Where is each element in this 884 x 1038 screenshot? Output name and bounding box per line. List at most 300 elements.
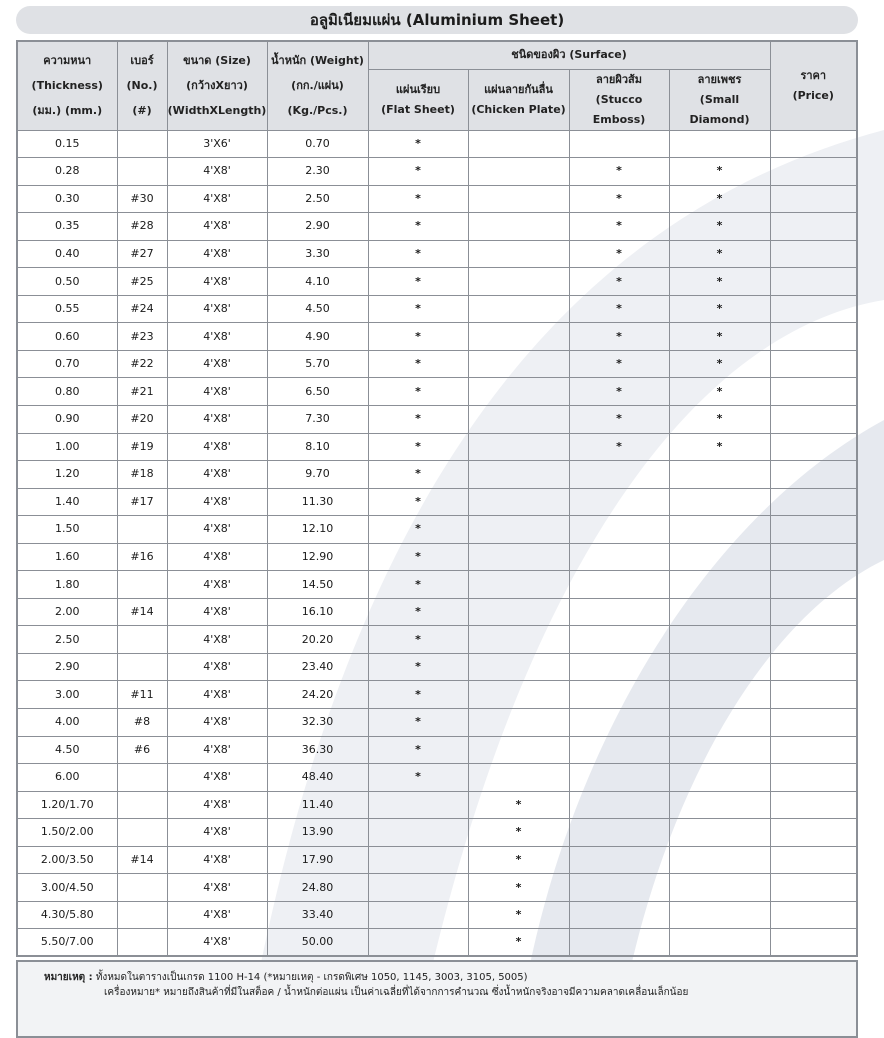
size-cell: 4'X8' <box>167 185 267 213</box>
number-cell <box>117 819 167 847</box>
table-row <box>17 681 857 709</box>
thickness-cell: 1.00 <box>17 433 117 461</box>
chicken-plate-cell: * <box>468 874 569 902</box>
chicken-plate-cell <box>468 653 569 681</box>
table-row <box>17 819 857 847</box>
size-cell: 4'X8' <box>167 488 267 516</box>
chicken-plate-cell <box>468 433 569 461</box>
weight-cell: 12.90 <box>267 543 368 571</box>
price-cell <box>770 819 857 847</box>
flat-sheet-cell: * <box>368 158 468 186</box>
flat-sheet-cell <box>368 846 468 874</box>
size-cell: 4'X8' <box>167 543 267 571</box>
weight-cell: 32.30 <box>267 708 368 736</box>
weight-cell: 4.10 <box>267 268 368 296</box>
table-row <box>17 929 857 957</box>
stucco-emboss-cell: * <box>569 350 669 378</box>
flat-sheet-cell: * <box>368 130 468 158</box>
table-row <box>17 653 857 681</box>
thickness-cell: 0.35 <box>17 213 117 241</box>
size-cell: 4'X8' <box>167 929 267 957</box>
stucco-emboss-cell <box>569 874 669 902</box>
number-cell: #8 <box>117 708 167 736</box>
price-cell <box>770 130 857 158</box>
weight-cell: 4.50 <box>267 295 368 323</box>
weight-cell: 2.30 <box>267 158 368 186</box>
number-cell: #11 <box>117 681 167 709</box>
size-cell: 4'X8' <box>167 874 267 902</box>
size-cell: 4'X8' <box>167 268 267 296</box>
table-row <box>17 213 857 241</box>
price-cell <box>770 598 857 626</box>
weight-cell: 5.70 <box>267 350 368 378</box>
chicken-plate-cell <box>468 295 569 323</box>
price-cell <box>770 488 857 516</box>
weight-cell: 6.50 <box>267 378 368 406</box>
stucco-emboss-cell: * <box>569 240 669 268</box>
size-cell: 4'X8' <box>167 626 267 654</box>
number-cell: #28 <box>117 213 167 241</box>
chicken-plate-cell <box>468 516 569 544</box>
thickness-cell: 2.90 <box>17 653 117 681</box>
number-cell <box>117 130 167 158</box>
chicken-plate-cell: * <box>468 819 569 847</box>
weight-cell: 48.40 <box>267 764 368 792</box>
chicken-plate-cell <box>468 598 569 626</box>
chicken-plate-cell <box>468 268 569 296</box>
flat-sheet-cell: * <box>368 405 468 433</box>
price-cell <box>770 653 857 681</box>
stucco-emboss-cell: * <box>569 378 669 406</box>
small-diamond-cell <box>669 516 770 544</box>
weight-cell: 17.90 <box>267 846 368 874</box>
stucco-emboss-cell <box>569 819 669 847</box>
table-row <box>17 736 857 764</box>
price-cell <box>770 874 857 902</box>
thickness-cell: 2.00/3.50 <box>17 846 117 874</box>
price-cell <box>770 295 857 323</box>
number-cell: #30 <box>117 185 167 213</box>
header-small-diamond: ลายเพชร (Small Diamond) <box>669 69 770 130</box>
stucco-emboss-cell <box>569 846 669 874</box>
number-cell: #25 <box>117 268 167 296</box>
thickness-cell: 4.30/5.80 <box>17 901 117 929</box>
flat-sheet-cell: * <box>368 764 468 792</box>
small-diamond-cell <box>669 736 770 764</box>
flat-sheet-cell: * <box>368 295 468 323</box>
price-cell <box>770 185 857 213</box>
number-cell <box>117 929 167 957</box>
small-diamond-cell: * <box>669 158 770 186</box>
thickness-cell: 5.50/7.00 <box>17 929 117 957</box>
size-cell: 4'X8' <box>167 461 267 489</box>
price-cell <box>770 846 857 874</box>
thickness-cell: 1.20 <box>17 461 117 489</box>
size-cell: 4'X8' <box>167 213 267 241</box>
table-row <box>17 791 857 819</box>
size-cell: 4'X8' <box>167 350 267 378</box>
weight-cell: 2.90 <box>267 213 368 241</box>
thickness-cell: 1.40 <box>17 488 117 516</box>
chicken-plate-cell <box>468 488 569 516</box>
note-text-1: ทั้งหมดในตารางเป็นเกรด 1100 H-14 (*หมายเหตุ - เกรดพิเศษ 1050, 1145, 3003, 3105, 5005) <box>95 972 528 983</box>
small-diamond-cell: * <box>669 240 770 268</box>
stucco-emboss-cell <box>569 461 669 489</box>
stucco-emboss-cell <box>569 571 669 599</box>
chicken-plate-cell <box>468 736 569 764</box>
flat-sheet-cell: * <box>368 708 468 736</box>
flat-sheet-cell: * <box>368 323 468 351</box>
price-cell <box>770 461 857 489</box>
size-cell: 4'X8' <box>167 681 267 709</box>
size-cell: 4'X8' <box>167 736 267 764</box>
flat-sheet-cell: * <box>368 736 468 764</box>
flat-sheet-cell: * <box>368 350 468 378</box>
small-diamond-cell: * <box>669 185 770 213</box>
price-cell <box>770 764 857 792</box>
stucco-emboss-cell <box>569 901 669 929</box>
stucco-emboss-cell: * <box>569 185 669 213</box>
small-diamond-cell <box>669 901 770 929</box>
flat-sheet-cell: * <box>368 185 468 213</box>
thickness-cell: 1.50/2.00 <box>17 819 117 847</box>
weight-cell: 12.10 <box>267 516 368 544</box>
header-size: ขนาด (Size) (กว้างXยาว) (WidthXLength) <box>167 41 267 130</box>
weight-cell: 2.50 <box>267 185 368 213</box>
chicken-plate-cell: * <box>468 901 569 929</box>
price-cell <box>770 433 857 461</box>
chicken-plate-cell <box>468 240 569 268</box>
chicken-plate-cell <box>468 158 569 186</box>
table-row <box>17 846 857 874</box>
stucco-emboss-cell <box>569 736 669 764</box>
header-surface-group: ชนิดของผิว (Surface) <box>368 41 770 69</box>
thickness-cell: 0.55 <box>17 295 117 323</box>
size-cell: 4'X8' <box>167 791 267 819</box>
header-stucco-emboss: ลายผิวส้ม (Stucco Emboss) <box>569 69 669 130</box>
number-cell: #16 <box>117 543 167 571</box>
thickness-cell: 4.50 <box>17 736 117 764</box>
number-cell <box>117 626 167 654</box>
table-row <box>17 378 857 406</box>
stucco-emboss-cell <box>569 791 669 819</box>
price-cell <box>770 268 857 296</box>
thickness-cell: 0.60 <box>17 323 117 351</box>
size-cell: 4'X8' <box>167 295 267 323</box>
small-diamond-cell <box>669 543 770 571</box>
chicken-plate-cell <box>468 350 569 378</box>
table-row <box>17 764 857 792</box>
size-cell: 4'X8' <box>167 653 267 681</box>
size-cell: 4'X8' <box>167 433 267 461</box>
number-cell <box>117 571 167 599</box>
small-diamond-cell <box>669 488 770 516</box>
stucco-emboss-cell <box>569 681 669 709</box>
weight-cell: 11.30 <box>267 488 368 516</box>
price-cell <box>770 681 857 709</box>
stucco-emboss-cell: * <box>569 213 669 241</box>
stucco-emboss-cell <box>569 929 669 957</box>
stucco-emboss-cell: * <box>569 295 669 323</box>
size-cell: 4'X8' <box>167 819 267 847</box>
flat-sheet-cell <box>368 819 468 847</box>
flat-sheet-cell <box>368 929 468 957</box>
number-cell: #22 <box>117 350 167 378</box>
weight-cell: 13.90 <box>267 819 368 847</box>
stucco-emboss-cell: * <box>569 323 669 351</box>
size-cell: 4'X8' <box>167 708 267 736</box>
table-row <box>17 433 857 461</box>
stucco-emboss-cell: * <box>569 433 669 461</box>
size-cell: 4'X8' <box>167 571 267 599</box>
small-diamond-cell <box>669 791 770 819</box>
weight-cell: 16.10 <box>267 598 368 626</box>
weight-cell: 24.20 <box>267 681 368 709</box>
table-row <box>17 185 857 213</box>
table-row <box>17 295 857 323</box>
table-row <box>17 158 857 186</box>
flat-sheet-cell: * <box>368 268 468 296</box>
table-row <box>17 901 857 929</box>
small-diamond-cell <box>669 130 770 158</box>
chicken-plate-cell <box>468 130 569 158</box>
thickness-cell: 4.00 <box>17 708 117 736</box>
weight-cell: 24.80 <box>267 874 368 902</box>
price-cell <box>770 543 857 571</box>
number-cell: #23 <box>117 323 167 351</box>
stucco-emboss-cell: * <box>569 405 669 433</box>
stucco-emboss-cell: * <box>569 268 669 296</box>
thickness-cell: 0.50 <box>17 268 117 296</box>
size-cell: 4'X8' <box>167 901 267 929</box>
table-row <box>17 543 857 571</box>
stucco-emboss-cell <box>569 543 669 571</box>
note-label: หมายเหตุ : <box>44 972 93 983</box>
weight-cell: 7.30 <box>267 405 368 433</box>
table-row <box>17 130 857 158</box>
chicken-plate-cell <box>468 461 569 489</box>
small-diamond-cell: * <box>669 295 770 323</box>
small-diamond-cell: * <box>669 378 770 406</box>
thickness-cell: 1.50 <box>17 516 117 544</box>
size-cell: 4'X8' <box>167 764 267 792</box>
page-title: อลูมิเนียมแผ่น (Aluminium Sheet) <box>16 6 858 34</box>
stucco-emboss-cell <box>569 653 669 681</box>
size-cell: 4'X8' <box>167 240 267 268</box>
number-cell: #17 <box>117 488 167 516</box>
aluminium-sheet-table <box>16 40 858 957</box>
chicken-plate-cell <box>468 571 569 599</box>
flat-sheet-cell <box>368 901 468 929</box>
flat-sheet-cell: * <box>368 378 468 406</box>
price-cell <box>770 158 857 186</box>
weight-cell: 20.20 <box>267 626 368 654</box>
price-cell <box>770 626 857 654</box>
table-row <box>17 240 857 268</box>
number-cell <box>117 516 167 544</box>
weight-cell: 36.30 <box>267 736 368 764</box>
size-cell: 3'X6' <box>167 130 267 158</box>
stucco-emboss-cell <box>569 516 669 544</box>
thickness-cell: 0.15 <box>17 130 117 158</box>
table-row <box>17 268 857 296</box>
number-cell: #21 <box>117 378 167 406</box>
small-diamond-cell: * <box>669 433 770 461</box>
thickness-cell: 0.30 <box>17 185 117 213</box>
small-diamond-cell: * <box>669 268 770 296</box>
note-text-2: เครื่องหมาย* หมายถึงสินค้าที่มีในสต็อค / น้ำหนักต่อแผ่น เป็นค่าเฉลี่ยที่ได้จากการคำนวณ ซึ่งน้ำหนักจริงอาจมีความคลาดเคลื่อนเล็กน้อย <box>104 987 689 998</box>
price-cell <box>770 516 857 544</box>
table-row <box>17 626 857 654</box>
size-cell: 4'X8' <box>167 158 267 186</box>
small-diamond-cell <box>669 846 770 874</box>
number-cell <box>117 653 167 681</box>
small-diamond-cell: * <box>669 350 770 378</box>
chicken-plate-cell <box>468 543 569 571</box>
table-row <box>17 405 857 433</box>
note-line-1 <box>44 970 848 985</box>
number-cell <box>117 901 167 929</box>
thickness-cell: 0.80 <box>17 378 117 406</box>
header-thickness: ความหนา (Thickness) (มม.) (mm.) <box>17 41 117 130</box>
weight-cell: 8.10 <box>267 433 368 461</box>
price-cell <box>770 350 857 378</box>
number-cell <box>117 158 167 186</box>
thickness-cell: 2.00 <box>17 598 117 626</box>
flat-sheet-cell: * <box>368 240 468 268</box>
small-diamond-cell <box>669 626 770 654</box>
number-cell: #14 <box>117 598 167 626</box>
thickness-cell: 2.50 <box>17 626 117 654</box>
flat-sheet-cell: * <box>368 626 468 654</box>
flat-sheet-cell: * <box>368 488 468 516</box>
small-diamond-cell <box>669 461 770 489</box>
stucco-emboss-cell <box>569 598 669 626</box>
price-cell <box>770 708 857 736</box>
thickness-cell: 0.28 <box>17 158 117 186</box>
table-row <box>17 571 857 599</box>
price-cell <box>770 901 857 929</box>
chicken-plate-cell <box>468 764 569 792</box>
thickness-cell: 0.40 <box>17 240 117 268</box>
flat-sheet-cell <box>368 874 468 902</box>
number-cell <box>117 791 167 819</box>
price-cell <box>770 323 857 351</box>
flat-sheet-cell: * <box>368 543 468 571</box>
chicken-plate-cell <box>468 185 569 213</box>
weight-cell: 33.40 <box>267 901 368 929</box>
size-cell: 4'X8' <box>167 516 267 544</box>
stucco-emboss-cell: * <box>569 158 669 186</box>
chicken-plate-cell <box>468 405 569 433</box>
chicken-plate-cell <box>468 213 569 241</box>
number-cell <box>117 764 167 792</box>
small-diamond-cell <box>669 819 770 847</box>
chicken-plate-cell <box>468 681 569 709</box>
thickness-cell: 0.70 <box>17 350 117 378</box>
thickness-cell: 0.90 <box>17 405 117 433</box>
price-cell <box>770 240 857 268</box>
flat-sheet-cell: * <box>368 653 468 681</box>
table-row <box>17 874 857 902</box>
header-chicken-plate: แผ่นลายกันลื่น (Chicken Plate) <box>468 69 569 130</box>
header-weight: น้ำหนัก (Weight) (กก./แผ่น) (Kg./Pcs.) <box>267 41 368 130</box>
small-diamond-cell <box>669 708 770 736</box>
price-cell <box>770 929 857 957</box>
weight-cell: 4.90 <box>267 323 368 351</box>
table-row <box>17 598 857 626</box>
size-cell: 4'X8' <box>167 323 267 351</box>
small-diamond-cell: * <box>669 323 770 351</box>
table-body <box>17 130 857 956</box>
small-diamond-cell <box>669 874 770 902</box>
thickness-cell: 1.60 <box>17 543 117 571</box>
chicken-plate-cell <box>468 708 569 736</box>
thickness-cell: 3.00 <box>17 681 117 709</box>
price-cell <box>770 378 857 406</box>
weight-cell: 3.30 <box>267 240 368 268</box>
price-cell <box>770 736 857 764</box>
flat-sheet-cell: * <box>368 213 468 241</box>
header-number: เบอร์ (No.) (#) <box>117 41 167 130</box>
stucco-emboss-cell <box>569 708 669 736</box>
number-cell: #14 <box>117 846 167 874</box>
size-cell: 4'X8' <box>167 846 267 874</box>
price-cell <box>770 213 857 241</box>
thickness-cell: 1.80 <box>17 571 117 599</box>
header-price: ราคา (Price) <box>770 41 857 130</box>
weight-cell: 11.40 <box>267 791 368 819</box>
flat-sheet-cell: * <box>368 598 468 626</box>
size-cell: 4'X8' <box>167 405 267 433</box>
small-diamond-cell <box>669 653 770 681</box>
small-diamond-cell <box>669 929 770 957</box>
number-cell: #19 <box>117 433 167 461</box>
table-row <box>17 708 857 736</box>
number-cell: #27 <box>117 240 167 268</box>
table-row <box>17 350 857 378</box>
table-row <box>17 516 857 544</box>
header-flat-sheet: แผ่นเรียบ (Flat Sheet) <box>368 69 468 130</box>
chicken-plate-cell: * <box>468 791 569 819</box>
chicken-plate-cell: * <box>468 846 569 874</box>
flat-sheet-cell: * <box>368 681 468 709</box>
flat-sheet-cell: * <box>368 433 468 461</box>
small-diamond-cell: * <box>669 213 770 241</box>
price-cell <box>770 791 857 819</box>
weight-cell: 0.70 <box>267 130 368 158</box>
chicken-plate-cell <box>468 378 569 406</box>
chicken-plate-cell <box>468 323 569 351</box>
small-diamond-cell <box>669 598 770 626</box>
chicken-plate-cell <box>468 626 569 654</box>
size-cell: 4'X8' <box>167 378 267 406</box>
stucco-emboss-cell <box>569 764 669 792</box>
thickness-cell: 3.00/4.50 <box>17 874 117 902</box>
number-cell: #18 <box>117 461 167 489</box>
table-row <box>17 323 857 351</box>
small-diamond-cell: * <box>669 405 770 433</box>
number-cell <box>117 874 167 902</box>
number-cell: #6 <box>117 736 167 764</box>
table-row <box>17 461 857 489</box>
size-cell: 4'X8' <box>167 598 267 626</box>
price-cell <box>770 571 857 599</box>
flat-sheet-cell: * <box>368 516 468 544</box>
flat-sheet-cell <box>368 791 468 819</box>
thickness-cell: 6.00 <box>17 764 117 792</box>
small-diamond-cell <box>669 571 770 599</box>
